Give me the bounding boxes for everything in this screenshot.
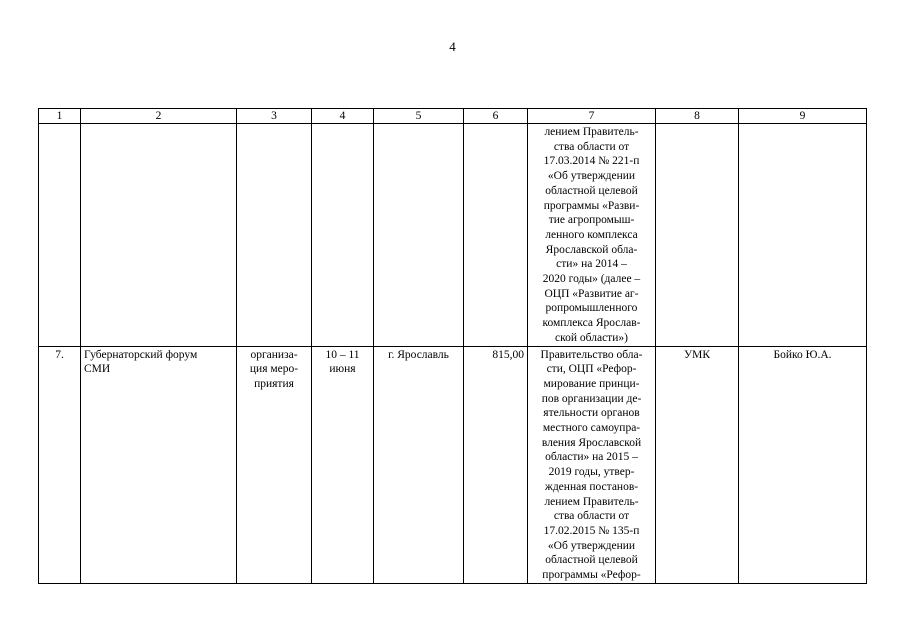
cell-amount: 815,00 bbox=[464, 346, 528, 583]
table-row bbox=[39, 346, 867, 583]
text-line: организа- bbox=[250, 348, 298, 361]
text-line: местного самоупра- bbox=[542, 422, 641, 435]
text-line: области» на 2015 – bbox=[545, 451, 638, 464]
cell-funding-source-continued bbox=[528, 124, 656, 347]
header-cell-6: 6 bbox=[464, 109, 528, 124]
text-line: ленного комплекса bbox=[545, 228, 638, 241]
header-row bbox=[39, 109, 867, 124]
header-cell-8: 8 bbox=[656, 109, 739, 124]
text-line: 10 – 11 bbox=[325, 348, 360, 361]
header-cell-9: 9 bbox=[739, 109, 867, 124]
text-line: ской области») bbox=[555, 331, 628, 344]
text-line: СМИ bbox=[84, 363, 111, 376]
cell-event-place: г. Ярославль bbox=[374, 346, 464, 583]
cell-funding-source bbox=[528, 346, 656, 583]
text-line: ства области от bbox=[553, 510, 630, 523]
header-cell-7: 7 bbox=[528, 109, 656, 124]
header-cell-3: 3 bbox=[237, 109, 312, 124]
text-line: ства области от bbox=[553, 140, 630, 153]
header-cell-5: 5 bbox=[374, 109, 464, 124]
text-line: тие агропромыш- bbox=[548, 214, 635, 227]
cell-event-date bbox=[312, 346, 374, 583]
cell-empty bbox=[739, 124, 867, 347]
text-line: «Об утверждении bbox=[547, 170, 636, 183]
text-line: 2020 годы» (далее – bbox=[542, 273, 641, 286]
cell-item-number: 7. bbox=[39, 346, 81, 583]
text-line: ропромышленного bbox=[545, 302, 638, 315]
text-line: мирование принци- bbox=[543, 377, 640, 390]
cell-empty bbox=[237, 124, 312, 347]
text-line: жденная постанов- bbox=[544, 480, 639, 493]
text-line: пов организации де- bbox=[541, 392, 642, 405]
text-line: 2019 годы, утвер- bbox=[548, 466, 635, 479]
cell-empty bbox=[656, 124, 739, 347]
cell-empty bbox=[374, 124, 464, 347]
text-line: сти, ОЦП «Рефор- bbox=[546, 363, 637, 376]
text-line: Губернаторский форум bbox=[84, 348, 198, 361]
text-line: сти» на 2014 – bbox=[556, 258, 627, 271]
text-line: областной целевой bbox=[545, 184, 638, 197]
text-line: комплекса Ярослав- bbox=[542, 317, 641, 330]
events-table bbox=[38, 108, 867, 584]
cell-empty bbox=[464, 124, 528, 347]
text-line: Правительство обла- bbox=[540, 348, 643, 361]
text-line: лением Правитель- bbox=[544, 126, 639, 138]
header-cell-4: 4 bbox=[312, 109, 374, 124]
cell-organizer: УМК bbox=[656, 346, 739, 583]
header-cell-2: 2 bbox=[81, 109, 237, 124]
text-line: ция меро- bbox=[249, 363, 299, 376]
text-line: приятия bbox=[254, 377, 294, 390]
text-line: Ярославской обла- bbox=[545, 243, 638, 256]
cell-event-type bbox=[237, 346, 312, 583]
text-line: ятельности органов bbox=[543, 407, 640, 420]
text-line: ОЦП «Развитие аг- bbox=[544, 287, 639, 300]
cell-event-name bbox=[81, 346, 237, 583]
text-line: вления Ярославской bbox=[541, 436, 642, 449]
text-line: программы «Разви- bbox=[543, 199, 640, 212]
text-line: лением Правитель- bbox=[544, 495, 639, 508]
page-number: 4 bbox=[449, 39, 456, 54]
text-line: программы «Рефор- bbox=[542, 569, 641, 582]
text-line: 17.03.2014 № 221-п bbox=[543, 155, 640, 168]
cell-empty bbox=[39, 124, 81, 347]
text-line: июня bbox=[329, 363, 356, 376]
header-cell-1: 1 bbox=[39, 109, 81, 124]
text-line: 17.02.2015 № 135-п bbox=[543, 524, 640, 537]
text-line: областной целевой bbox=[545, 554, 638, 567]
cell-responsible-person: Бойко Ю.А. bbox=[739, 346, 867, 583]
cell-empty bbox=[312, 124, 374, 347]
table-row-continuation bbox=[39, 124, 867, 347]
text-line: «Об утверждении bbox=[547, 539, 636, 552]
cell-empty bbox=[81, 124, 237, 347]
